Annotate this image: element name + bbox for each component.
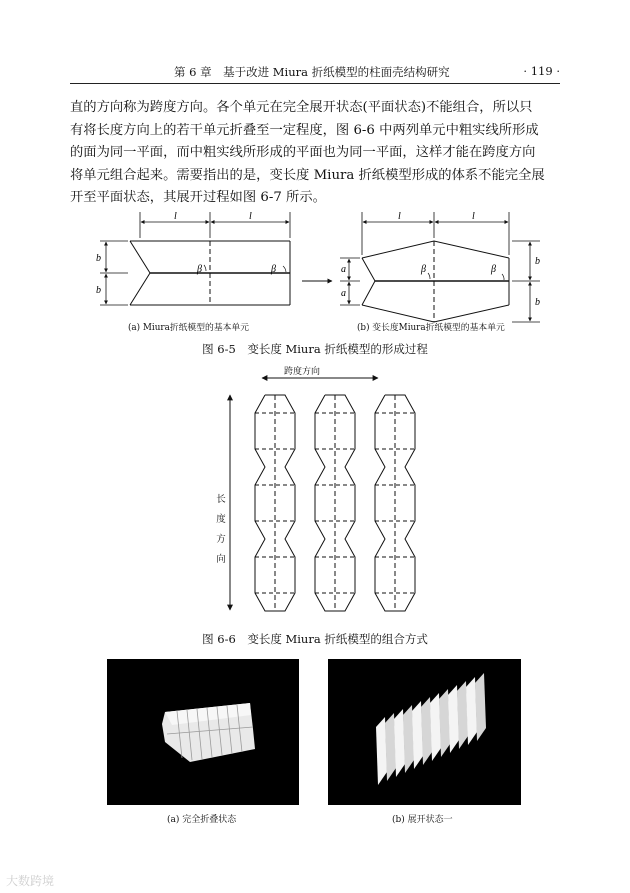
label-beta: β [491, 264, 496, 275]
dimension-lines-b [340, 212, 540, 322]
dimension-lines-a [100, 212, 290, 305]
variable-length-miura-unit [362, 241, 509, 322]
label-beta: β [271, 264, 276, 275]
chapter-title: 第 6 章 基于改进 Miura 折纸模型的柱面壳结构研究 [174, 65, 450, 79]
page-number: · 119 · [523, 64, 560, 78]
body-line: 直的方向称为跨度方向。各个单元在完全展开状态(平面状态)不能组合，所以只 [70, 100, 533, 115]
figure-6-5-subcaption-a: (a) Miura折纸模型的基本单元 [128, 323, 250, 333]
label-b: b [535, 297, 540, 308]
length-label-char: 向 [216, 554, 226, 565]
running-header [70, 64, 560, 82]
label-b: b [96, 253, 101, 264]
body-line: 有将长度方向上的若干单元折叠至一定程度，图 6-6 中两列单元中粗实线所形成 [70, 122, 539, 138]
miura-columns [255, 395, 415, 611]
figure-6-5-subcaption-b: (b) 变长度Miura折纸模型的基本单元 [357, 323, 505, 333]
length-label-char: 长 [216, 494, 226, 505]
figure-6-5-caption: 图 6-5 变长度 Miura 折纸模型的形成过程 [202, 342, 428, 356]
header-rule [70, 83, 560, 84]
figure-6-6-diagram [200, 370, 440, 625]
label-l: l [472, 211, 475, 222]
figure-6-7-subcaption-a: (a) 完全折叠状态 [167, 815, 237, 825]
label-beta: β [197, 264, 202, 275]
miura-column [375, 395, 415, 611]
miura-column [315, 395, 355, 611]
photo-unfolded-state-one [328, 659, 521, 805]
label-l: l [398, 211, 401, 222]
watermark-logo: 大数跨境 [6, 874, 55, 888]
photo-fully-folded [107, 659, 299, 805]
span-direction-label: 跨度方向 [284, 367, 321, 377]
label-beta: β [421, 264, 426, 275]
figure-6-5-diagram [90, 205, 560, 333]
body-paragraph [70, 97, 560, 210]
label-a: a [341, 264, 346, 275]
label-l: l [174, 211, 177, 222]
miura-column [255, 395, 295, 611]
body-line: 的面为同一平面，而中粗实线所形成的平面也为同一平面，这样才能在跨度方向 [70, 145, 536, 160]
figure-6-6-caption: 图 6-6 变长度 Miura 折纸模型的组合方式 [202, 632, 428, 646]
length-label-char: 度 [216, 514, 226, 525]
body-line: 将单元组合起来。需要指出的是，变长度 Miura 折纸模型形成的体系不能完全展 [70, 167, 545, 183]
label-l: l [249, 211, 252, 222]
label-b: b [535, 256, 540, 267]
body-line: 开至平面状态，其展开过程如图 6-7 所示。 [70, 190, 326, 205]
length-label-char: 方 [216, 534, 226, 545]
label-b: b [96, 285, 101, 296]
label-a: a [341, 288, 346, 299]
figure-6-7-subcaption-b: (b) 展开状态一 [392, 815, 453, 825]
miura-basic-unit [130, 241, 290, 305]
